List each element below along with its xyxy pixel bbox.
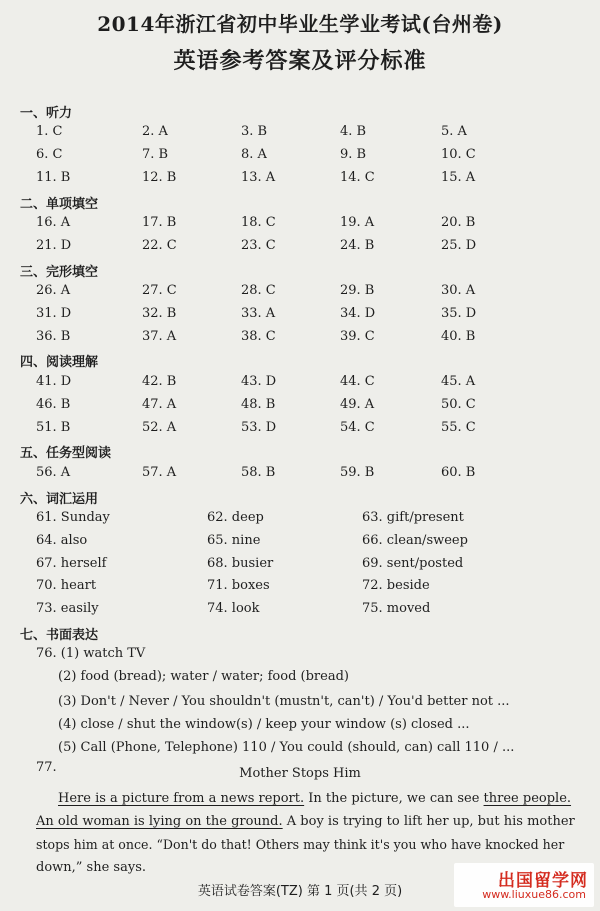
answer-row	[0, 510, 600, 530]
page-footer: 英语试卷答案(TZ) 第 1 页(共 2 页)	[197, 884, 403, 899]
answer-item: 74. look	[207, 601, 260, 616]
answer-item: 37. A	[142, 329, 177, 344]
answer-item: 71. boxes	[207, 578, 270, 593]
answer-item: 6. C	[36, 147, 63, 162]
answer-item: 21. D	[36, 238, 72, 253]
watermark-name: 出国留学网	[498, 871, 588, 891]
answer-item: 24. B	[340, 238, 375, 253]
answer-item: 48. B	[241, 397, 276, 412]
answer-item: 67. herself	[36, 556, 107, 571]
answer-item: 33. A	[241, 306, 276, 321]
answer-row	[0, 170, 600, 190]
answer-item: 32. B	[142, 306, 177, 321]
essay-line-4: down,” she says.	[36, 860, 146, 875]
answer-item: 19. A	[340, 215, 375, 230]
section-heading-listening: 一、听力	[20, 106, 73, 121]
answer-item: 13. A	[241, 170, 276, 185]
answer-item: 34. D	[340, 306, 376, 321]
answer-item: 41. D	[36, 374, 72, 389]
answer-item: 46. B	[36, 397, 71, 412]
answer-item: 60. B	[441, 465, 476, 480]
answer-item: 64. also	[36, 533, 88, 548]
answer-item: 39. C	[340, 329, 375, 344]
q76-line-1: 76. (1) watch TV	[36, 646, 146, 661]
answer-item: 36. B	[36, 329, 71, 344]
answer-row	[0, 556, 600, 576]
exam-title: 2014年浙江省初中毕业生学业考试(台州卷)	[97, 12, 503, 36]
answer-item: 14. C	[340, 170, 375, 185]
answer-item: 1. C	[36, 124, 63, 139]
essay-underlined-phrase: Here is a picture from a news report.	[58, 791, 305, 806]
answer-item: 35. D	[441, 306, 477, 321]
essay-text: A boy is trying to lift her up, but his mother	[282, 814, 575, 829]
q76-line-3: (3) Don't / Never / You shouldn't (mustn't, can't) / You'd better not ...	[58, 694, 510, 709]
exam-subtitle: 英语参考答案及评分标准	[173, 48, 427, 74]
answer-item: 70. heart	[36, 578, 97, 593]
q76-line-4: (4) close / shut the window(s) / keep your window (s) closed ...	[58, 717, 470, 732]
essay-line-3: stops him at once. “Don't do that! Others may think it's you who have knocked her	[36, 837, 565, 852]
q77-number: 77.	[36, 760, 57, 775]
answer-item: 55. C	[441, 420, 476, 435]
answer-item: 56. A	[36, 465, 71, 480]
answer-item: 49. A	[340, 397, 375, 412]
answer-item: 4. B	[340, 124, 367, 139]
answer-item: 38. C	[241, 329, 276, 344]
site-watermark	[454, 863, 594, 907]
answer-row	[0, 238, 600, 258]
essay-underlined-phrase: An old woman is lying on the ground.	[36, 814, 283, 829]
answer-item: 69. sent/posted	[362, 556, 464, 571]
answer-item: 11. B	[36, 170, 71, 185]
answer-row	[0, 578, 600, 598]
answer-item: 45. A	[441, 374, 476, 389]
answer-item: 16. A	[36, 215, 71, 230]
answer-item: 65. nine	[207, 533, 261, 548]
answer-item: 42. B	[142, 374, 177, 389]
answer-item: 22. C	[142, 238, 177, 253]
answer-row	[0, 465, 600, 485]
answer-item: 73. easily	[36, 601, 99, 616]
answer-item: 31. D	[36, 306, 72, 321]
essay-line-2	[36, 814, 575, 829]
answer-item: 50. C	[441, 397, 476, 412]
section-heading-vocabulary: 六、词汇运用	[20, 492, 99, 507]
answer-item: 62. deep	[207, 510, 264, 525]
answer-item: 40. B	[441, 329, 476, 344]
answer-item: 68. busier	[207, 556, 274, 571]
answer-item: 51. B	[36, 420, 71, 435]
essay-line-1	[58, 791, 571, 806]
essay-title: Mother Stops Him	[239, 766, 361, 781]
answer-item: 26. A	[36, 283, 71, 298]
answer-item: 44. C	[340, 374, 375, 389]
answer-row	[0, 374, 600, 394]
section-heading-reading: 四、阅读理解	[20, 355, 99, 370]
answer-item: 3. B	[241, 124, 268, 139]
answer-item: 54. C	[340, 420, 375, 435]
answer-item: 43. D	[241, 374, 277, 389]
answer-item: 12. B	[142, 170, 177, 185]
answer-item: 18. C	[241, 215, 276, 230]
answer-item: 58. B	[241, 465, 276, 480]
section-heading-task-reading: 五、任务型阅读	[20, 446, 112, 461]
answer-item: 29. B	[340, 283, 375, 298]
answer-item: 2. A	[142, 124, 168, 139]
answer-row	[0, 147, 600, 167]
answer-item: 7. B	[142, 147, 169, 162]
answer-item: 61. Sunday	[36, 510, 110, 525]
answer-item: 47. A	[142, 397, 177, 412]
answer-item: 9. B	[340, 147, 367, 162]
answer-row	[0, 124, 600, 144]
essay-underlined-phrase: three people.	[483, 791, 572, 806]
answer-item: 10. C	[441, 147, 476, 162]
answer-item: 72. beside	[362, 578, 430, 593]
answer-item: 57. A	[142, 465, 177, 480]
answer-row	[0, 306, 600, 326]
answer-item: 23. C	[241, 238, 276, 253]
answer-item: 27. C	[142, 283, 177, 298]
q76-line-2: (2) food (bread); water / water; food (bread)	[58, 669, 349, 684]
section-heading-cloze: 三、完形填空	[20, 265, 99, 280]
answer-row	[0, 397, 600, 417]
answer-row	[0, 215, 600, 235]
answer-item: 25. D	[441, 238, 477, 253]
answer-item: 52. A	[142, 420, 177, 435]
answer-item: 15. A	[441, 170, 476, 185]
q76-line-5: (5) Call (Phone, Telephone) 110 / You could (should, can) call 110 / ...	[58, 740, 515, 755]
answer-item: 53. D	[241, 420, 277, 435]
answer-item: 8. A	[241, 147, 267, 162]
answer-row	[0, 329, 600, 349]
answer-item: 63. gift/present	[362, 510, 464, 525]
answer-row	[0, 420, 600, 440]
answer-item: 5. A	[441, 124, 467, 139]
answer-row	[0, 533, 600, 553]
section-heading-writing: 七、书面表达	[20, 628, 99, 643]
section-heading-single-choice: 二、单项填空	[20, 197, 99, 212]
answer-item: 20. B	[441, 215, 476, 230]
essay-text: In the picture, we can see	[304, 791, 484, 806]
answer-item: 30. A	[441, 283, 476, 298]
answer-row	[0, 601, 600, 621]
answer-item: 28. C	[241, 283, 276, 298]
answer-item: 17. B	[142, 215, 177, 230]
answer-item: 59. B	[340, 465, 375, 480]
watermark-url: www.liuxue86.com	[482, 888, 586, 901]
answer-item: 75. moved	[362, 601, 431, 616]
answer-row	[0, 283, 600, 303]
answer-item: 66. clean/sweep	[362, 533, 468, 548]
